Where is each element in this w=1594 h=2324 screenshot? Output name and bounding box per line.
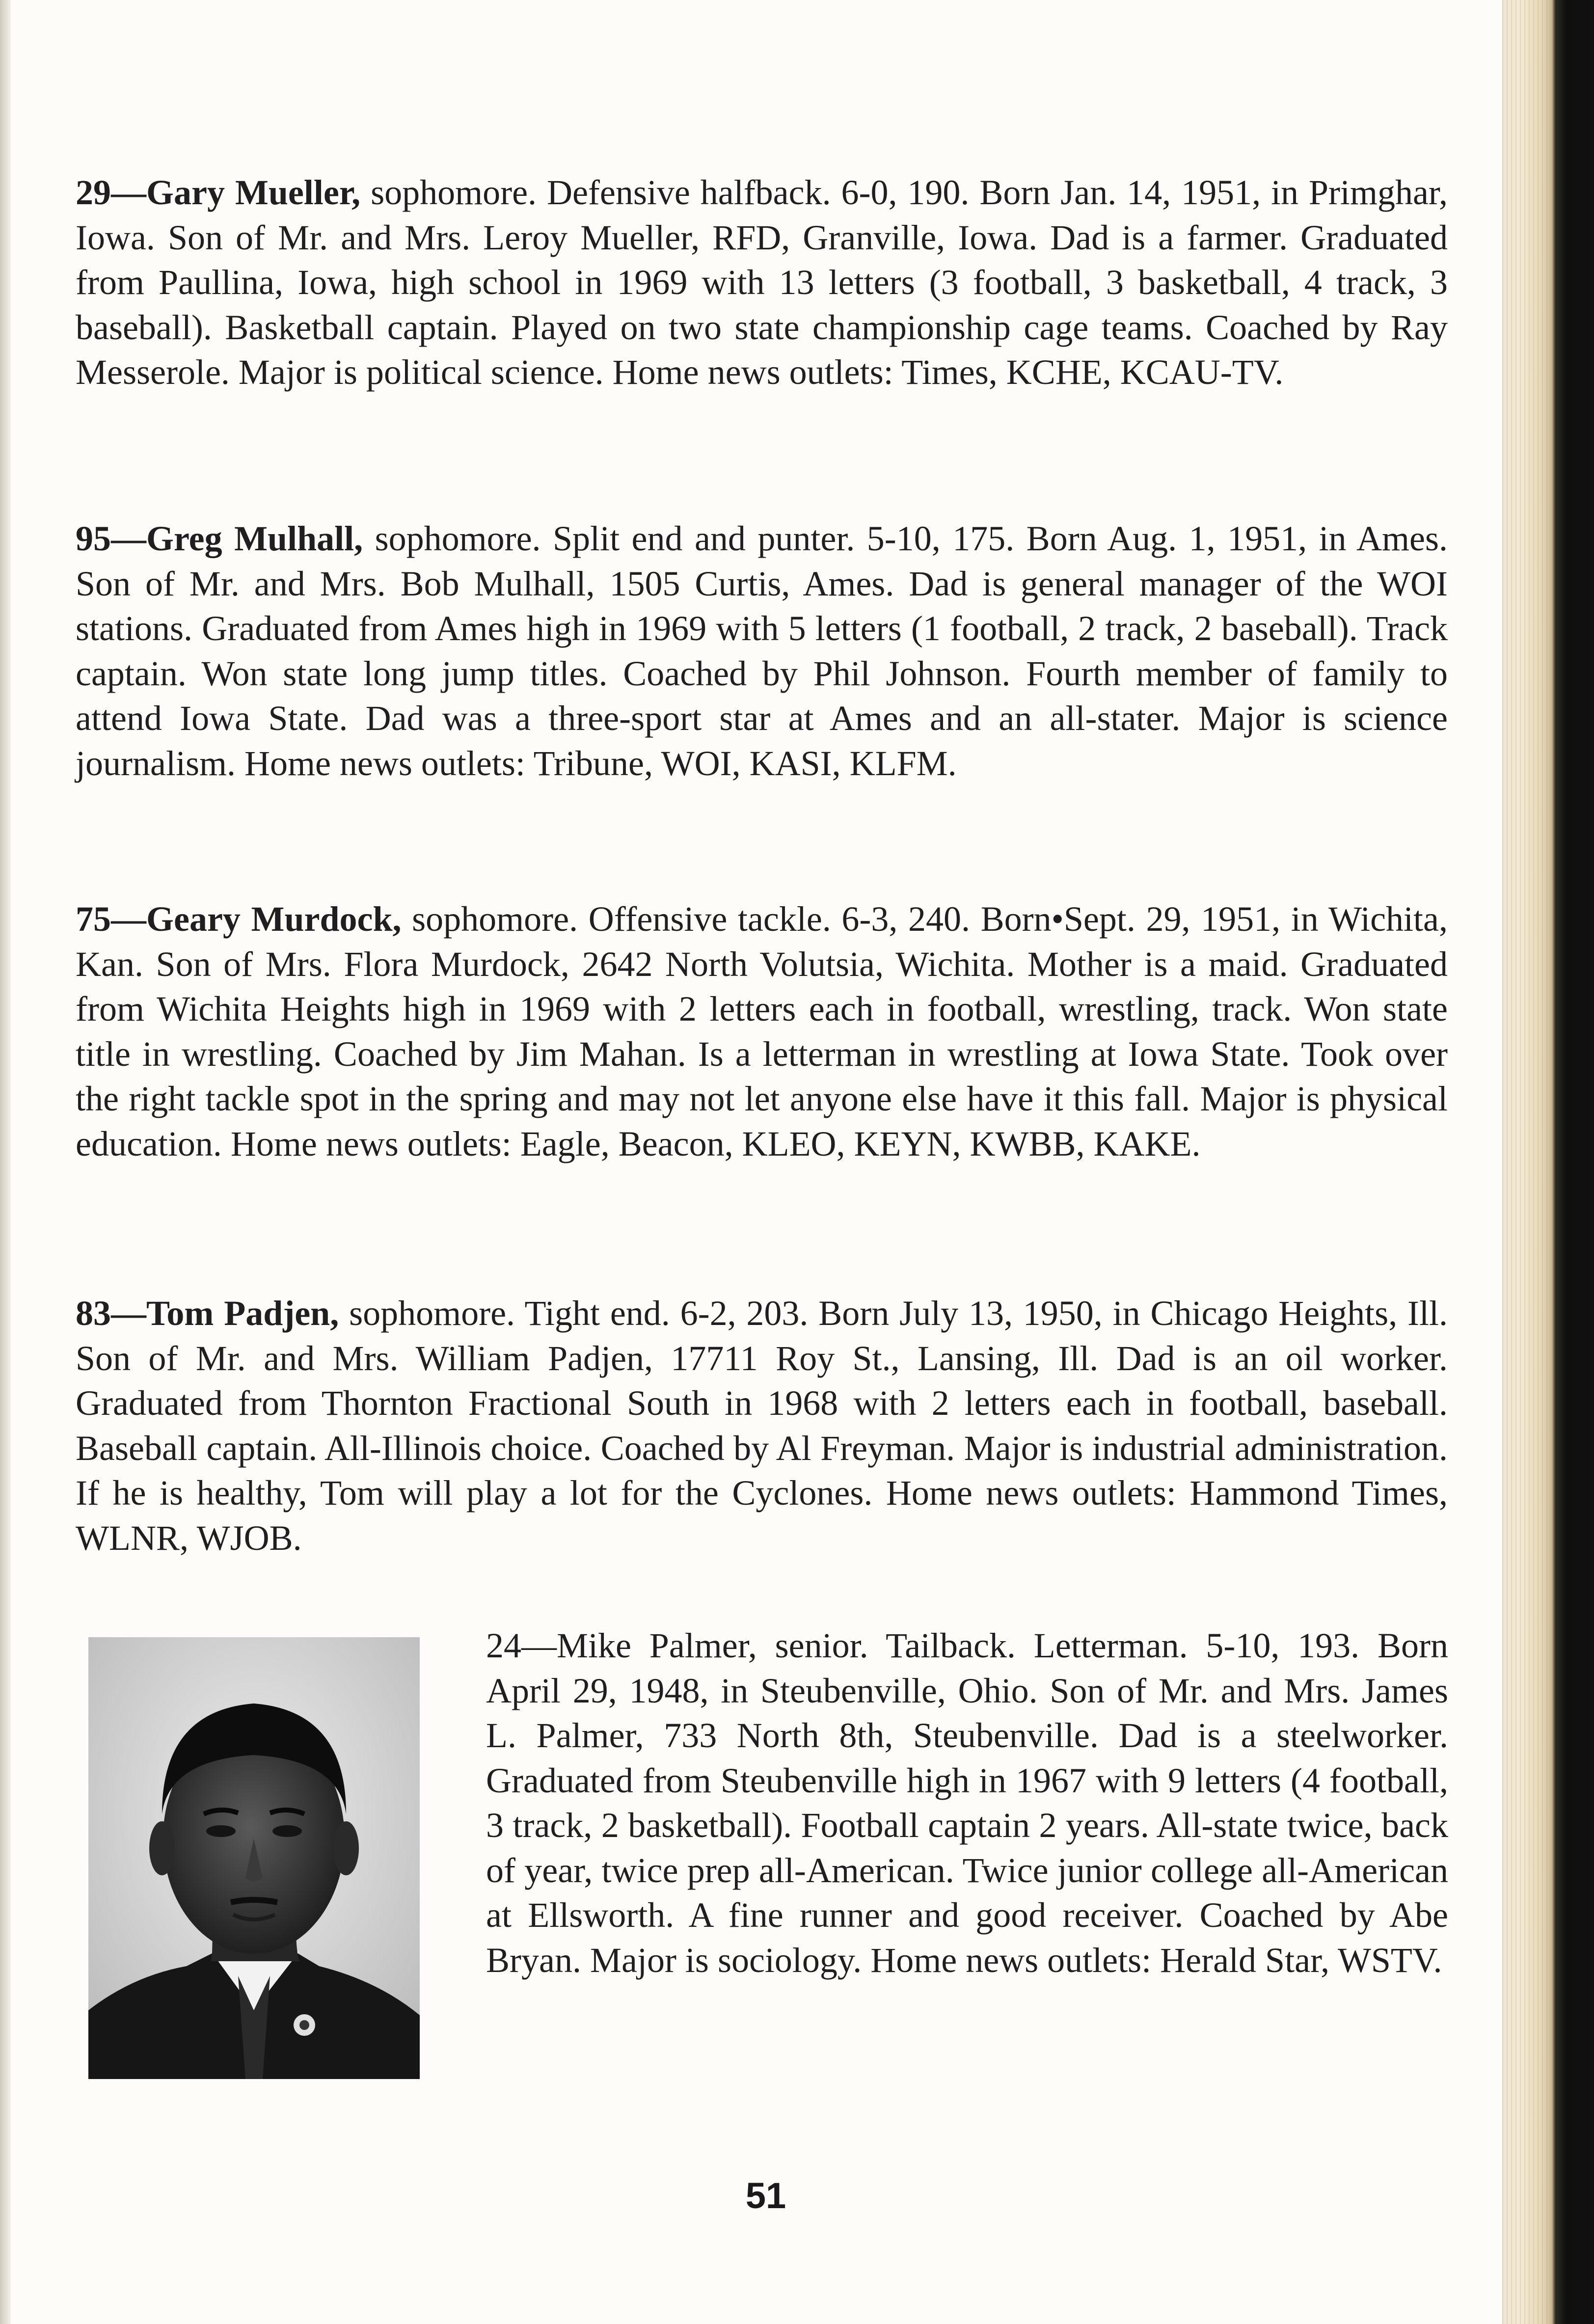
page-edge-stack xyxy=(1502,0,1594,2324)
page-number: 51 xyxy=(745,2175,786,2216)
entry-greg-mulhall xyxy=(76,516,1448,786)
entry-heading: 95—Greg Mulhall, xyxy=(76,519,363,558)
entry-heading: 29—Gary Mueller, xyxy=(76,173,361,212)
entry-heading: 24—Mike Palmer, xyxy=(486,1626,757,1665)
entry-tom-padjen xyxy=(76,1291,1448,1561)
entry-gary-mueller xyxy=(76,170,1448,395)
entry-body: senior. Tailback. Letterman. 5-10, 193. Born April 29, 1948, in Steubenville, Ohio. Son of Mr. and Mrs. James L. Palmer, 733 North 8th, Steubenville. Dad is a steelworker. Graduated from Steubenville high in 1967 with 9 letters (4 football, 3 track, 2 basketball). Football captain 2 years. All-state twice, back of year, twice prep all-American. Twice junior college all-American at Ellsworth. A fine runner and good receiver. Coached by Abe Bryan. Major is sociology. Home news outlets: Herald Star, WSTV. xyxy=(486,1626,1448,1980)
portrait-illustration xyxy=(88,1637,420,2079)
entry-heading: 83—Tom Padjen, xyxy=(76,1294,339,1333)
player-portrait-photo xyxy=(88,1637,420,2079)
binding-edge xyxy=(0,0,11,2324)
entry-geary-murdock xyxy=(76,897,1448,1166)
entry-body: sophomore. Defensive halfback. 6-0, 190. Born Jan. 14, 1951, in Primghar, Iowa. Son of Mr. and Mrs. Leroy Mueller, RFD, Granville, Iowa. Dad is a farmer. Graduated from Paullina, Iowa, high school in 1969 with 13 letters (3 football, 3 basketball, 4 track, 3 baseball). Basketball captain. Played on two state championship cage teams. Coached by Ray Messerole. Major is political science. Home news outlets: Times, KCHE, KCAU-TV. xyxy=(76,173,1448,392)
entry-body: sophomore. Tight end. 6-2, 203. Born July 13, 1950, in Chicago Heights, Ill. Son of Mr. and Mrs. William Padjen, 17711 Roy St., Lansing, Ill. Dad is an oil worker. Graduated from Thornton Fractional South in 1968 with 2 letters each in football, baseball. Baseball captain. All-Illinois choice. Coached by Al Freyman. Major is industrial administration. If he is healthy, Tom will play a lot for the Cyclones. Home news outlets: Hammond Times, WLNR, WJOB. xyxy=(76,1294,1448,1558)
entry-body: sophomore. Offensive tackle. 6-3, 240. Born•Sept. 29, 1951, in Wichita, Kan. Son of Mrs. Flora Murdock, 2642 North Volutsia, Wichita. Mother is a maid. Graduated from Wichita Heights high in 1969 with 2 letters each in football, wrestling, track. Won state title in wrestling. Coached by Jim Mahan. Is a letterman in wrestling at Iowa State. Took over the right tackle spot in the spring and may not let anyone else have it this fall. Major is physical education. Home news outlets: Eagle, Beacon, KLEO, KEYN, KWBB, KAKE. xyxy=(76,899,1448,1163)
entry-heading: 75—Geary Murdock, xyxy=(76,899,402,939)
entry-mike-palmer xyxy=(486,1623,1448,1983)
entry-body: sophomore. Split end and punter. 5-10, 175. Born Aug. 1, 1951, in Ames. Son of Mr. and Mrs. Bob Mulhall, 1505 Curtis, Ames. Dad is general manager of the WOI stations. Graduated from Ames high in 1969 with 5 letters (1 football, 2 track, 2 baseball). Track captain. Won state long jump titles. Coached by Phil Johnson. Fourth member of family to attend Iowa State. Dad was a three-sport star at Ames and an all-stater. Major is science journalism. Home news outlets: Tribune, WOI, KASI, KLFM. xyxy=(76,519,1448,783)
